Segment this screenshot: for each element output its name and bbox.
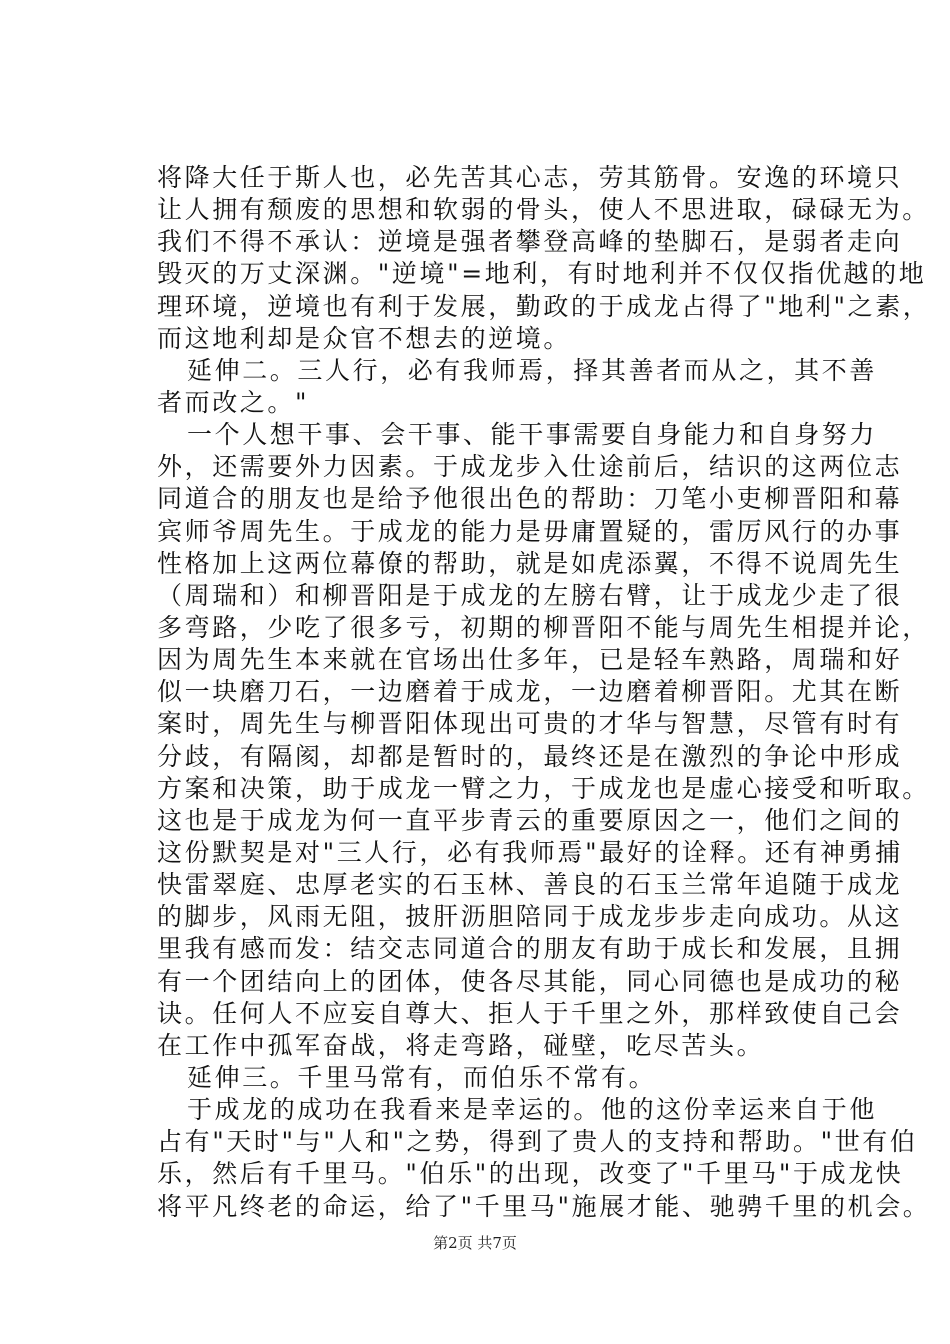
text-line: 这也是于成龙为何一直平步青云的重要原因之一，他们之间的 bbox=[157, 805, 903, 835]
text-line: 因为周先生本来就在官场出仕多年，已是轻车熟路，周瑞和好 bbox=[157, 645, 903, 675]
text-line: 在工作中孤军奋战，将走弯路，碰壁，吃尽苦头。 bbox=[157, 1030, 765, 1060]
text-line: 这份默契是对"三人行，必有我师焉"最好的诠释。还有神勇捕 bbox=[157, 837, 903, 867]
text-line: 我们不得不承认：逆境是强者攀登高峰的垫脚石，是弱者走向 bbox=[157, 227, 903, 257]
text-line: 快雷翠庭、忠厚老实的石玉林、善良的石玉兰常年追随于成龙 bbox=[157, 870, 903, 900]
text-line: 乐，然后有千里马。"伯乐"的出现，改变了"千里马"于成龙快 bbox=[157, 1159, 904, 1189]
text-line: 理环境，逆境也有利于发展，勤政的于成龙占得了"地利"之素， bbox=[157, 291, 931, 321]
text-line: 而这地利却是众官不想去的逆境。 bbox=[157, 323, 572, 353]
text-line: 有一个团结向上的团体，使各尽其能，同心同德也是成功的秘 bbox=[157, 966, 903, 996]
text-line: 似一块磨刀石，一边磨着于成龙，一边磨着柳晋阳。尤其在断 bbox=[157, 677, 903, 707]
section-heading: 延伸三。千里马常有，而伯乐不常有。 bbox=[187, 1062, 657, 1092]
text-line: 毁灭的万丈深渊。"逆境"=地利，有时地利并不仅仅指优越的地 bbox=[157, 259, 927, 289]
text-line: 宾师爷周先生。于成龙的能力是毋庸置疑的，雷厉风行的办事 bbox=[157, 516, 903, 546]
text-line: 分歧，有隔阂，却都是暂时的，最终还是在激烈的争论中形成 bbox=[157, 741, 903, 771]
text-line: 的脚步，风雨无阻，披肝沥胆陪同于成龙步步走向成功。从这 bbox=[157, 902, 903, 932]
text-line: 里我有感而发：结交志同道合的朋友有助于成长和发展，且拥 bbox=[157, 934, 903, 964]
text-line: 同道合的朋友也是给予他很出色的帮助：刀笔小吏柳晋阳和幕 bbox=[157, 484, 903, 514]
text-line: 占有"天时"与"人和"之势，得到了贵人的支持和帮助。"世有伯 bbox=[157, 1127, 918, 1157]
text-line: （周瑞和）和柳晋阳是于成龙的左膀右臂，让于成龙少走了很 bbox=[157, 580, 903, 610]
text-line: 外，还需要外力因素。于成龙步入仕途前后，结识的这两位志 bbox=[157, 452, 903, 482]
text-line: 方案和决策，助于成龙一臂之力，于成龙也是虚心接受和听取。 bbox=[157, 773, 930, 803]
text-line: 案时，周先生与柳晋阳体现出可贵的才华与智慧，尽管有时有 bbox=[157, 709, 903, 739]
text-line: 性格加上这两位幕僚的帮助，就是如虎添翼，不得不说周先生 bbox=[157, 548, 903, 578]
text-line: 者而改之。" bbox=[157, 387, 310, 417]
section-heading: 延伸二。三人行，必有我师焉，择其善者而从之，其不善 bbox=[187, 355, 878, 385]
text-line: 将降大任于斯人也，必先苦其心志，劳其筋骨。安逸的环境只 bbox=[157, 163, 903, 192]
paragraph-start: 一个人想干事、会干事、能干事需要自身能力和自身努力 bbox=[187, 420, 878, 450]
document-body bbox=[157, 162, 931, 1223]
paragraph-start: 于成龙的成功在我看来是幸运的。他的这份幸运来自于他 bbox=[187, 1095, 878, 1125]
page-number-footer: 第2页 共7页 bbox=[433, 1234, 517, 1252]
text-line: 诀。任何人不应妄自尊大、拒人于千里之外，那样致使自己会 bbox=[157, 998, 903, 1028]
text-line: 让人拥有颓废的思想和软弱的骨头，使人不思进取，碌碌无为。 bbox=[157, 195, 930, 225]
text-line: 将平凡终老的命运，给了"千里马"施展才能、驰骋千里的机会。 bbox=[157, 1191, 931, 1221]
text-line: 多弯路，少吃了很多亏，初期的柳晋阳不能与周先生相提并论， bbox=[157, 612, 930, 642]
